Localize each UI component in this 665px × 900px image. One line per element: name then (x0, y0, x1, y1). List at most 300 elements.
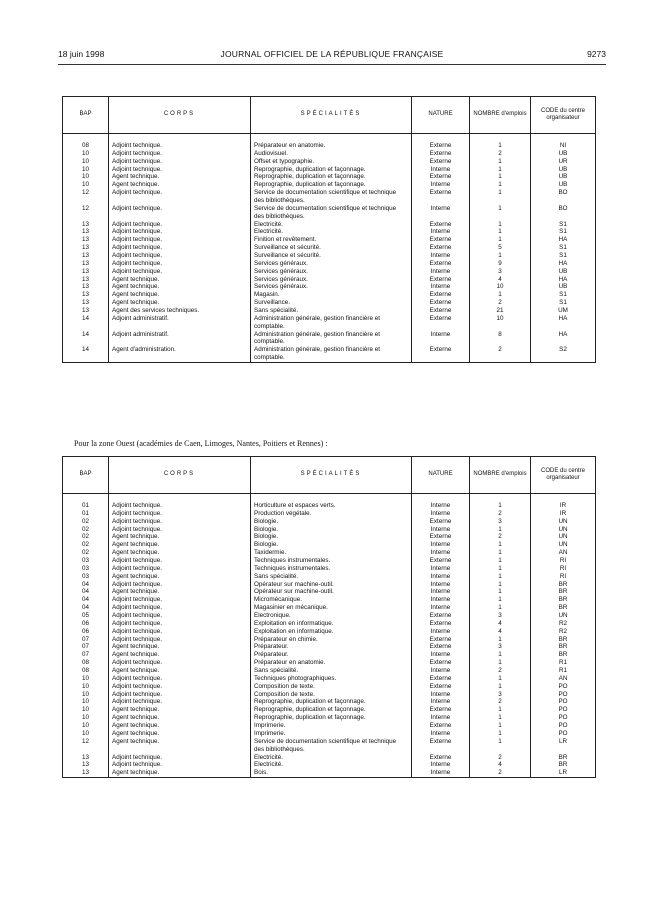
cell-nombre: 1 (470, 252, 531, 260)
cell-specialite: Sans spécialité. (251, 667, 412, 675)
cell-code: R1 (531, 667, 596, 675)
cell-code: R2 (531, 620, 596, 628)
cell-bap: 06 (63, 620, 109, 628)
table-row (63, 581, 596, 589)
cell-code: UN (531, 541, 596, 549)
cell-bap: 10 (63, 181, 109, 189)
cell-bap: 04 (63, 596, 109, 604)
cell-specialite: Services généraux. (251, 268, 412, 276)
cell-code: UB (531, 173, 596, 181)
cell-corps: Adjoint technique. (109, 754, 251, 762)
table-row (63, 526, 596, 534)
cell-nombre: 1 (470, 181, 531, 189)
cell-nature: Interne (412, 604, 470, 612)
cell-corps: Adjoint technique. (109, 236, 251, 244)
cell-code: UB (531, 283, 596, 291)
cell-bap: 13 (63, 283, 109, 291)
cell-code: HA (531, 331, 596, 347)
cell-corps: Adjoint technique. (109, 636, 251, 644)
cell-code: UB (531, 181, 596, 189)
table-row (63, 510, 596, 518)
table-row (63, 722, 596, 730)
cell-bap: 13 (63, 307, 109, 315)
cell-code: RI (531, 565, 596, 573)
table-header-row (63, 97, 596, 134)
cell-specialite: Bois. (251, 769, 412, 777)
cell-bap: 08 (63, 142, 109, 150)
cell-nature: Interne (412, 698, 470, 706)
cell-bap: 13 (63, 291, 109, 299)
cell-nombre: 1 (470, 636, 531, 644)
cell-nature: Interne (412, 651, 470, 659)
cell-corps: Adjoint technique. (109, 221, 251, 229)
table-row (63, 268, 596, 276)
cell-corps: Adjoint technique. (109, 698, 251, 706)
table-row (63, 541, 596, 549)
cell-specialite: Electronique. (251, 612, 412, 620)
cell-nature: Interne (412, 714, 470, 722)
cell-specialite: Administration générale, gestion financière et comptable. (251, 315, 412, 331)
cell-bap: 02 (63, 526, 109, 534)
cell-specialite: Services généraux. (251, 260, 412, 268)
cell-code: UN (531, 526, 596, 534)
cell-nature: Interne (412, 268, 470, 276)
cell-nombre: 2 (470, 510, 531, 518)
cell-nombre: 1 (470, 291, 531, 299)
cell-bap: 03 (63, 573, 109, 581)
cell-corps: Agent technique. (109, 730, 251, 738)
cell-corps: Adjoint technique. (109, 189, 251, 205)
cell-nombre: 1 (470, 173, 531, 181)
cell-code: S1 (531, 299, 596, 307)
cell-corps: Adjoint technique. (109, 675, 251, 683)
cell-specialite: Reprographie, duplication et façonnage. (251, 173, 412, 181)
cell-specialite: Techniques instrumentales. (251, 557, 412, 565)
cell-code: UN (531, 518, 596, 526)
cell-bap: 13 (63, 228, 109, 236)
cell-specialite: Préparateur. (251, 643, 412, 651)
cell-nombre: 4 (470, 761, 531, 769)
cell-corps: Adjoint technique. (109, 596, 251, 604)
cell-corps: Adjoint technique. (109, 510, 251, 518)
cell-nombre: 4 (470, 276, 531, 284)
cell-bap: 13 (63, 276, 109, 284)
col-nature: NATURE (412, 97, 470, 134)
cell-specialite: Magasin. (251, 291, 412, 299)
cell-specialite: Service de documentation scientifique et technique des bibliothèques. (251, 205, 412, 221)
cell-specialite: Préparateur en anatomie. (251, 659, 412, 667)
header-date: 18 juin 1998 (58, 49, 105, 59)
cell-bap: 10 (63, 173, 109, 181)
cell-corps: Adjoint technique. (109, 252, 251, 260)
cell-nombre: 3 (470, 518, 531, 526)
cell-corps: Adjoint technique. (109, 581, 251, 589)
table-row (63, 221, 596, 229)
cell-specialite: Offset et typographie. (251, 158, 412, 166)
cell-corps: Adjoint technique. (109, 628, 251, 636)
cell-bap: 12 (63, 205, 109, 221)
cell-corps: Adjoint technique. (109, 604, 251, 612)
table-row (63, 643, 596, 651)
cell-code: S1 (531, 244, 596, 252)
page-header (58, 49, 606, 63)
cell-nature: Externe (412, 518, 470, 526)
cell-corps: Adjoint technique. (109, 166, 251, 174)
cell-nombre: 2 (470, 754, 531, 762)
cell-nombre: 3 (470, 643, 531, 651)
cell-corps: Agent technique. (109, 714, 251, 722)
col-nombre: NOMBRE d'emplois (470, 457, 531, 494)
cell-bap: 10 (63, 158, 109, 166)
table-row (63, 691, 596, 699)
cell-corps: Agent technique. (109, 722, 251, 730)
cell-nature: Externe (412, 722, 470, 730)
cell-specialite: Biologie. (251, 541, 412, 549)
cell-nombre: 1 (470, 706, 531, 714)
cell-specialite: Surveillance et sécurité. (251, 244, 412, 252)
table-row (63, 142, 596, 150)
cell-code: UB (531, 150, 596, 158)
cell-nombre: 1 (470, 651, 531, 659)
cell-code: BR (531, 754, 596, 762)
cell-nature: Externe (412, 557, 470, 565)
cell-corps: Agent technique. (109, 651, 251, 659)
cell-nature: Interne (412, 252, 470, 260)
cell-nombre: 5 (470, 244, 531, 252)
cell-nombre: 1 (470, 738, 531, 754)
cell-nombre: 3 (470, 691, 531, 699)
cell-specialite: Techniques photographiques. (251, 675, 412, 683)
table-row (63, 730, 596, 738)
cell-code: BR (531, 604, 596, 612)
cell-specialite: Electricité. (251, 228, 412, 236)
cell-code: HA (531, 260, 596, 268)
cell-specialite: Audiovisuel. (251, 150, 412, 158)
cell-specialite: Reprographie, duplication et façonnage. (251, 706, 412, 714)
cell-corps: Agent technique. (109, 299, 251, 307)
cell-corps: Adjoint technique. (109, 158, 251, 166)
cell-nombre: 9 (470, 260, 531, 268)
cell-corps: Adjoint technique. (109, 142, 251, 150)
table-header-row (63, 457, 596, 494)
cell-nature: Interne (412, 526, 470, 534)
cell-code: BR (531, 643, 596, 651)
cell-bap: 04 (63, 604, 109, 612)
table-row (63, 260, 596, 268)
cell-nature: Externe (412, 173, 470, 181)
cell-nature: Externe (412, 683, 470, 691)
cell-code: BR (531, 588, 596, 596)
cell-nature: Externe (412, 620, 470, 628)
cell-code: PO (531, 698, 596, 706)
cell-bap: 05 (63, 612, 109, 620)
cell-specialite: Electricité. (251, 221, 412, 229)
cell-corps: Adjoint technique. (109, 659, 251, 667)
cell-nombre: 1 (470, 236, 531, 244)
cell-nombre: 1 (470, 526, 531, 534)
cell-bap: 02 (63, 533, 109, 541)
header-page-number: 9273 (587, 49, 606, 59)
cell-nombre: 1 (470, 541, 531, 549)
table-row (63, 307, 596, 315)
cell-nature: Externe (412, 260, 470, 268)
cell-code: S1 (531, 291, 596, 299)
cell-code: HA (531, 276, 596, 284)
cell-nature: Interne (412, 228, 470, 236)
cell-code: RI (531, 557, 596, 565)
cell-corps: Adjoint technique. (109, 620, 251, 628)
cell-nombre: 2 (470, 698, 531, 706)
table-row (63, 698, 596, 706)
cell-bap: 02 (63, 518, 109, 526)
table-row (63, 315, 596, 331)
table-row (63, 557, 596, 565)
cell-nature: Interne (412, 730, 470, 738)
cell-bap: 10 (63, 691, 109, 699)
cell-specialite: Service de documentation scientifique et technique des bibliothèques. (251, 738, 412, 754)
cell-code: S1 (531, 228, 596, 236)
cell-code: UB (531, 166, 596, 174)
cell-bap: 10 (63, 683, 109, 691)
cell-nombre: 3 (470, 612, 531, 620)
cell-nombre: 1 (470, 683, 531, 691)
cell-corps: Agent technique. (109, 283, 251, 291)
cell-corps: Agent technique. (109, 276, 251, 284)
cell-code: RI (531, 573, 596, 581)
cell-specialite: Exploitation en informatique. (251, 628, 412, 636)
cell-bap: 13 (63, 221, 109, 229)
cell-code: BO (531, 189, 596, 205)
table-row (63, 181, 596, 189)
cell-nombre: 2 (470, 769, 531, 777)
cell-corps: Adjoint technique. (109, 612, 251, 620)
cell-corps: Adjoint technique. (109, 268, 251, 276)
cell-corps: Adjoint technique. (109, 565, 251, 573)
cell-nombre: 1 (470, 675, 531, 683)
cell-specialite: Magasinier en mécanique. (251, 604, 412, 612)
cell-nature: Externe (412, 236, 470, 244)
table-row (63, 573, 596, 581)
cell-specialite: Administration générale, gestion financière et comptable. (251, 331, 412, 347)
cell-bap: 13 (63, 252, 109, 260)
cell-nombre: 2 (470, 667, 531, 675)
table-row (63, 228, 596, 236)
table-row (63, 158, 596, 166)
cell-specialite: Reprographie, duplication et façonnage. (251, 714, 412, 722)
cell-code: HA (531, 236, 596, 244)
cell-nombre: 1 (470, 502, 531, 510)
cell-corps: Agent technique. (109, 588, 251, 596)
table-row (63, 754, 596, 762)
cell-bap: 08 (63, 659, 109, 667)
cell-bap: 01 (63, 510, 109, 518)
cell-nombre: 1 (470, 565, 531, 573)
table-row (63, 236, 596, 244)
cell-bap: 06 (63, 628, 109, 636)
cell-nature: Externe (412, 299, 470, 307)
zone-ouest-note: Pour la zone Ouest (académies de Caen, Limoges, Nantes, Poitiers et Rennes) : (74, 439, 328, 448)
cell-code: BR (531, 596, 596, 604)
cell-corps: Agent technique. (109, 533, 251, 541)
cell-nature: Externe (412, 706, 470, 714)
cell-corps: Adjoint technique. (109, 691, 251, 699)
cell-nature: Externe (412, 738, 470, 754)
cell-code: NI (531, 142, 596, 150)
cell-code: S2 (531, 346, 596, 362)
cell-nature: Interne (412, 549, 470, 557)
cell-specialite: Opérateur sur machine-outil. (251, 588, 412, 596)
cell-specialite: Sans spécialité. (251, 307, 412, 315)
cell-nature: Externe (412, 244, 470, 252)
table-row (63, 636, 596, 644)
cell-nature: Interne (412, 761, 470, 769)
cell-nature: Externe (412, 158, 470, 166)
table-body-1 (63, 134, 596, 363)
table-row (63, 166, 596, 174)
cell-nature: Externe (412, 276, 470, 284)
cell-bap: 13 (63, 761, 109, 769)
cell-code: UN (531, 612, 596, 620)
cell-corps: Adjoint administratif. (109, 331, 251, 347)
cell-nombre: 1 (470, 158, 531, 166)
table-row (63, 252, 596, 260)
cell-nature: Externe (412, 346, 470, 362)
table-row (63, 620, 596, 628)
table-row (63, 173, 596, 181)
cell-bap: 10 (63, 150, 109, 158)
cell-nature: Interne (412, 283, 470, 291)
cell-nature: Externe (412, 659, 470, 667)
cell-code: UM (531, 307, 596, 315)
table-row (63, 651, 596, 659)
col-specialites: SPÉCIALITÉS (251, 457, 412, 494)
col-code: CODE du centre organisateur (531, 457, 596, 494)
cell-nombre: 1 (470, 581, 531, 589)
col-code: CODE du centre organisateur (531, 97, 596, 134)
cell-nature: Interne (412, 769, 470, 777)
cell-nombre: 1 (470, 166, 531, 174)
cell-corps: Adjoint technique. (109, 518, 251, 526)
cell-nombre: 1 (470, 221, 531, 229)
cell-code: IR (531, 510, 596, 518)
cell-code: BR (531, 761, 596, 769)
cell-nature: Interne (412, 581, 470, 589)
cell-nature: Interne (412, 166, 470, 174)
cell-bap: 10 (63, 675, 109, 683)
cell-code: PO (531, 706, 596, 714)
cell-nature: Externe (412, 221, 470, 229)
cell-specialite: Préparateur en anatomie. (251, 142, 412, 150)
cell-nature: Interne (412, 588, 470, 596)
cell-corps: Agent technique. (109, 667, 251, 675)
cell-corps: Agent technique. (109, 738, 251, 754)
cell-nombre: 1 (470, 722, 531, 730)
cell-specialite: Techniques instrumentales. (251, 565, 412, 573)
cell-code: UB (531, 268, 596, 276)
cell-nombre: 1 (470, 588, 531, 596)
table-row (63, 533, 596, 541)
cell-nature: Externe (412, 533, 470, 541)
cell-specialite: Imprimerie. (251, 722, 412, 730)
cell-corps: Agent technique. (109, 549, 251, 557)
cell-specialite: Sans spécialité. (251, 573, 412, 581)
cell-nombre: 1 (470, 557, 531, 565)
table-row (63, 565, 596, 573)
cell-bap: 10 (63, 698, 109, 706)
col-corps: CORPS (109, 457, 251, 494)
cell-bap: 02 (63, 549, 109, 557)
cell-bap: 10 (63, 706, 109, 714)
cell-specialite: Horticulture et espaces verts. (251, 502, 412, 510)
cell-bap: 13 (63, 260, 109, 268)
table-posts-1 (62, 96, 596, 363)
cell-nature: Interne (412, 510, 470, 518)
cell-nature: Externe (412, 636, 470, 644)
cell-bap: 02 (63, 541, 109, 549)
cell-code: S1 (531, 221, 596, 229)
cell-corps: Agent technique. (109, 643, 251, 651)
cell-nombre: 4 (470, 620, 531, 628)
table-row (63, 596, 596, 604)
cell-corps: Agent technique. (109, 573, 251, 581)
cell-nombre: 1 (470, 549, 531, 557)
cell-nature: Externe (412, 675, 470, 683)
col-bap: BAP (63, 97, 109, 134)
cell-code: AN (531, 549, 596, 557)
cell-bap: 07 (63, 636, 109, 644)
col-nombre: NOMBRE d'emplois (470, 97, 531, 134)
cell-nombre: 2 (470, 346, 531, 362)
table-row (63, 276, 596, 284)
cell-nombre: 21 (470, 307, 531, 315)
cell-code: PO (531, 683, 596, 691)
cell-corps: Agent d'administration. (109, 346, 251, 362)
cell-code: BR (531, 636, 596, 644)
cell-code: PO (531, 730, 596, 738)
cell-bap: 01 (63, 502, 109, 510)
cell-nature: Interne (412, 565, 470, 573)
cell-nombre: 10 (470, 283, 531, 291)
cell-code: LR (531, 738, 596, 754)
cell-nombre: 1 (470, 596, 531, 604)
cell-code: UR (531, 158, 596, 166)
cell-bap: 10 (63, 714, 109, 722)
cell-nombre: 1 (470, 730, 531, 738)
cell-bap: 03 (63, 565, 109, 573)
cell-code: PO (531, 714, 596, 722)
cell-corps: Agent technique. (109, 541, 251, 549)
cell-nombre: 1 (470, 228, 531, 236)
cell-corps: Agent technique. (109, 706, 251, 714)
cell-specialite: Composition de texte. (251, 683, 412, 691)
cell-code: BR (531, 581, 596, 589)
cell-corps: Adjoint technique. (109, 683, 251, 691)
table-row (63, 769, 596, 777)
header-title: JOURNAL OFFICIEL DE LA RÉPUBLIQUE FRANÇAISE (220, 49, 444, 59)
cell-bap: 13 (63, 244, 109, 252)
cell-nombre: 1 (470, 659, 531, 667)
table-row (63, 675, 596, 683)
table-row (63, 588, 596, 596)
cell-nombre: 1 (470, 189, 531, 205)
cell-nature: Externe (412, 150, 470, 158)
cell-code: HA (531, 315, 596, 331)
table-row (63, 244, 596, 252)
table-row (63, 706, 596, 714)
cell-nature: Interne (412, 181, 470, 189)
col-corps: CORPS (109, 97, 251, 134)
cell-bap: 14 (63, 315, 109, 331)
